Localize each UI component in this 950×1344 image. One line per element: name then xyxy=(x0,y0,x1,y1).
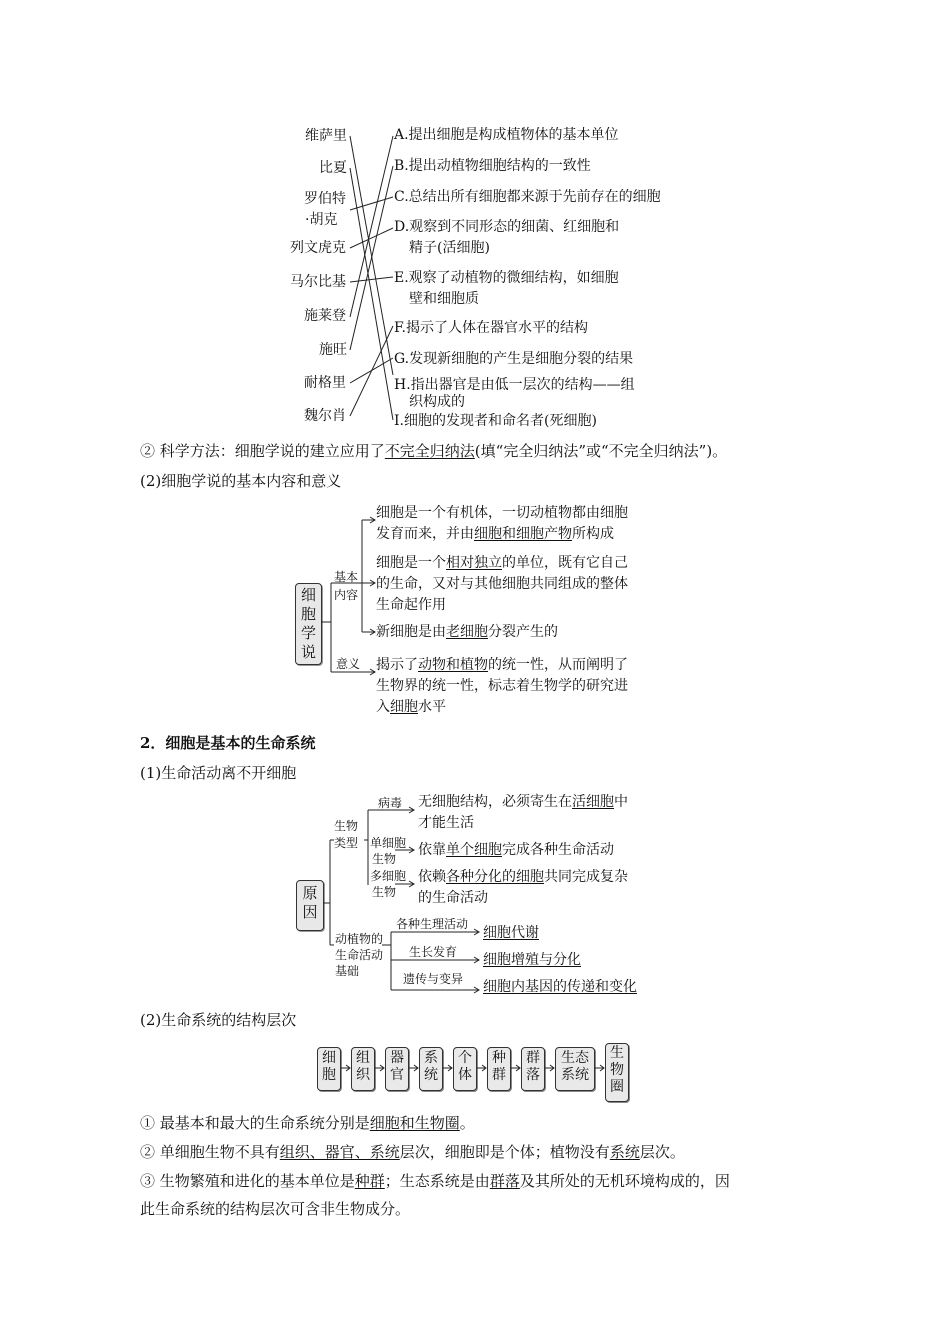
basis-2-answer: 细胞增殖与分化 xyxy=(483,952,581,968)
basis-3-label: 遗传与变异 xyxy=(403,972,464,986)
reason-root: 原因 xyxy=(302,884,318,921)
unicellular-label-2: 生物 xyxy=(372,852,397,866)
scientist-leeuwenhoek: 列文虎克 xyxy=(290,240,346,256)
organism-type-label: 生物类型 xyxy=(334,819,359,850)
level-ecosystem: 生态系统 xyxy=(555,1047,595,1091)
contribution-g: G.发现新细胞的产生是细胞分裂的结果 xyxy=(394,351,634,367)
virus-desc-1: 无细胞结构，必须寄生在活细胞中 xyxy=(418,794,628,810)
note-1: ① 最基本和最大的生命系统分别是细胞和生物圈。 xyxy=(140,1114,475,1132)
basis-label-1: 动植物的 xyxy=(335,932,384,946)
level-population: 种群 xyxy=(487,1047,511,1091)
contribution-i: I.细胞的发现者和命名者(死细胞) xyxy=(394,413,597,429)
scientist-hooke-2: ·胡克 xyxy=(305,212,338,228)
content-3: 新细胞是由老细胞分裂产生的 xyxy=(376,624,558,640)
contribution-f: F.揭示了人体在器官水平的结构 xyxy=(394,320,588,336)
contribution-d-cont: 精子(活细胞) xyxy=(409,240,490,256)
virus-label: 病毒 xyxy=(378,796,403,810)
virus-desc-2: 才能生活 xyxy=(418,815,474,831)
method-line: ② 科学方法：细胞学说的建立应用了不完全归纳法(填“完全归纳法”或“不完全归纳法”)。 xyxy=(140,442,728,460)
scientist-malpighi: 马尔比基 xyxy=(290,274,346,290)
basis-2-label: 生长发育 xyxy=(409,945,458,959)
unicellular-label-1: 单细胞 xyxy=(370,836,407,850)
multicellular-desc-2: 的生命活动 xyxy=(418,890,488,906)
level-tissue: 组织 xyxy=(351,1047,375,1091)
contribution-d: D.观察到不同形态的细菌、红细胞和 xyxy=(394,219,620,235)
content-1-line-1: 细胞是一个有机体，一切动植物都由细胞 xyxy=(376,505,628,521)
scientist-schleiden: 施莱登 xyxy=(304,308,346,324)
scientist-schwann: 施旺 xyxy=(319,342,347,358)
level-biosphere: 生物圈 xyxy=(605,1043,629,1102)
note-3: ③ 生物繁殖和进化的基本单位是种群；生态系统是由群落及其所处的无机环境构成的，因 xyxy=(140,1172,730,1190)
content-1-line-2: 发育而来，并由细胞和细胞产物所构成 xyxy=(376,526,614,542)
multicellular-desc-1: 依赖各种分化的细胞共同完成复杂 xyxy=(418,869,628,885)
basis-1-label: 各种生理活动 xyxy=(396,917,469,931)
basis-label-2: 生命活动 xyxy=(335,948,384,962)
section-2-title: 2．细胞是基本的生命系统 xyxy=(140,734,316,752)
scientist-bichat: 比夏 xyxy=(319,160,347,176)
level-individual: 个体 xyxy=(453,1047,477,1091)
basis-label-3: 基础 xyxy=(335,964,360,978)
meaning-line-3: 入细胞水平 xyxy=(376,699,446,715)
contribution-a: A.提出细胞是构成植物体的基本单位 xyxy=(394,127,619,143)
unicellular-desc: 依靠单个细胞完成各种生命活动 xyxy=(418,842,614,858)
level-organ: 器官 xyxy=(385,1047,409,1091)
multicellular-label-1: 多细胞 xyxy=(370,869,407,883)
content-2-line-1: 细胞是一个相对独立的单位，既有它自己 xyxy=(376,555,628,571)
section-2-sub-1: (1)生命活动离不开细胞 xyxy=(140,764,297,782)
contribution-b: B.提出动植物细胞结构的一致性 xyxy=(394,158,591,174)
multicellular-label-2: 生物 xyxy=(372,885,397,899)
content-2-line-2: 的生命，又对与其他细胞共同组成的整体 xyxy=(376,576,628,592)
scientist-hooke-1: 罗伯特 xyxy=(304,191,346,207)
level-cell: 细胞 xyxy=(317,1047,341,1091)
branch-basic-content: 基本内容 xyxy=(334,570,359,602)
meaning-line-2: 生物界的统一性，标志着生物学的研究进 xyxy=(376,678,628,694)
scientist-virchow: 魏尔肖 xyxy=(304,408,346,424)
contribution-h: H.指出器官是由低一层次的结构——组 xyxy=(394,377,635,393)
contribution-h-cont: 织构成的 xyxy=(409,394,465,410)
level-system: 系统 xyxy=(419,1047,443,1091)
meaning-line-1: 揭示了动物和植物的统一性，从而阐明了 xyxy=(376,657,628,673)
content-2-line-3: 生命起作用 xyxy=(376,597,446,613)
scientist-nageli: 耐格里 xyxy=(304,375,346,391)
scientist-vesalius: 维萨里 xyxy=(305,128,347,144)
method-answer: 不完全归纳法 xyxy=(384,442,475,460)
note-2: ② 单细胞生物不具有组织、器官、系统层次，细胞即是个体；植物没有系统层次。 xyxy=(140,1143,685,1161)
contribution-e-cont: 壁和细胞质 xyxy=(409,291,479,307)
theory-heading: (2)细胞学说的基本内容和意义 xyxy=(140,472,342,490)
note-4: 此生命系统的结构层次可含非生物成分。 xyxy=(140,1200,411,1218)
level-community: 群落 xyxy=(521,1047,545,1091)
cell-theory-root: 细胞学说 xyxy=(300,586,316,661)
basis-3-answer: 细胞内基因的传递和变化 xyxy=(483,979,637,995)
section-2-sub-2: (2)生命系统的结构层次 xyxy=(140,1011,297,1029)
contribution-e: E.观察了动植物的微细结构，如细胞 xyxy=(394,270,619,286)
branch-meaning: 意义 xyxy=(336,657,361,671)
contribution-c: C.总结出所有细胞都来源于先前存在的细胞 xyxy=(394,189,661,205)
basis-1-answer: 细胞代谢 xyxy=(483,925,539,941)
